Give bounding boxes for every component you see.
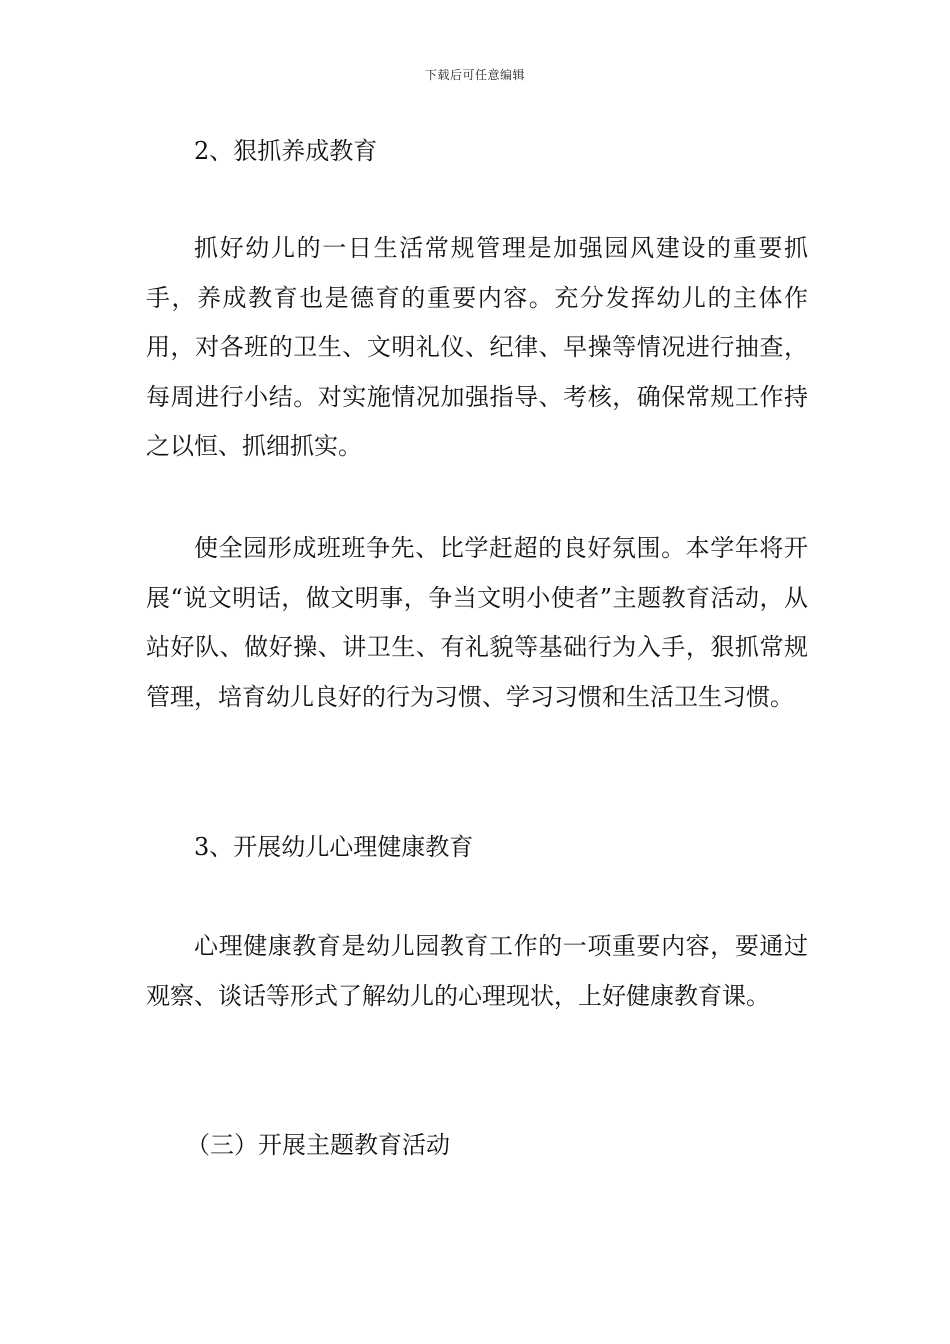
section-heading-3: 3、开展幼儿心理健康教育 [194, 833, 474, 861]
page-header-note: 下载后可任意编辑 [424, 68, 525, 82]
paragraph-mental-health: 心理健康教育是幼儿园教育工作的一项重要内容，要通过观察、谈话等形式了解幼儿的心理现状，上好健康教育课。 [146, 932, 808, 1010]
paragraph-habit-education: 抓好幼儿的一日生活常规管理是加强园风建设的重要抓手，养成教育也是德育的重要内容。充分发挥幼儿的主体作用，对各班的卫生、文明礼仪、纪律、早操等情况进行抽查，每周进行小结。对实施情况加强指导、考核，确保常规工作持之以恒、抓细抓实。 [146, 234, 808, 460]
paragraph-civility-activity: 使全园形成班班争先、比学赶超的良好氛围。本学年将开展“说文明话，做文明事，争当文明小使者”主题教育活动，从站好队、做好操、讲卫生、有礼貌等基础行为入手，狠抓常规管理，培育幼儿良好的行为习惯、学习习惯和生活卫生习惯。 [146, 534, 808, 711]
section-heading-theme-activities: （三）开展主题教育活动 [186, 1131, 450, 1159]
section-heading-2: 2、狠抓养成教育 [194, 137, 378, 165]
